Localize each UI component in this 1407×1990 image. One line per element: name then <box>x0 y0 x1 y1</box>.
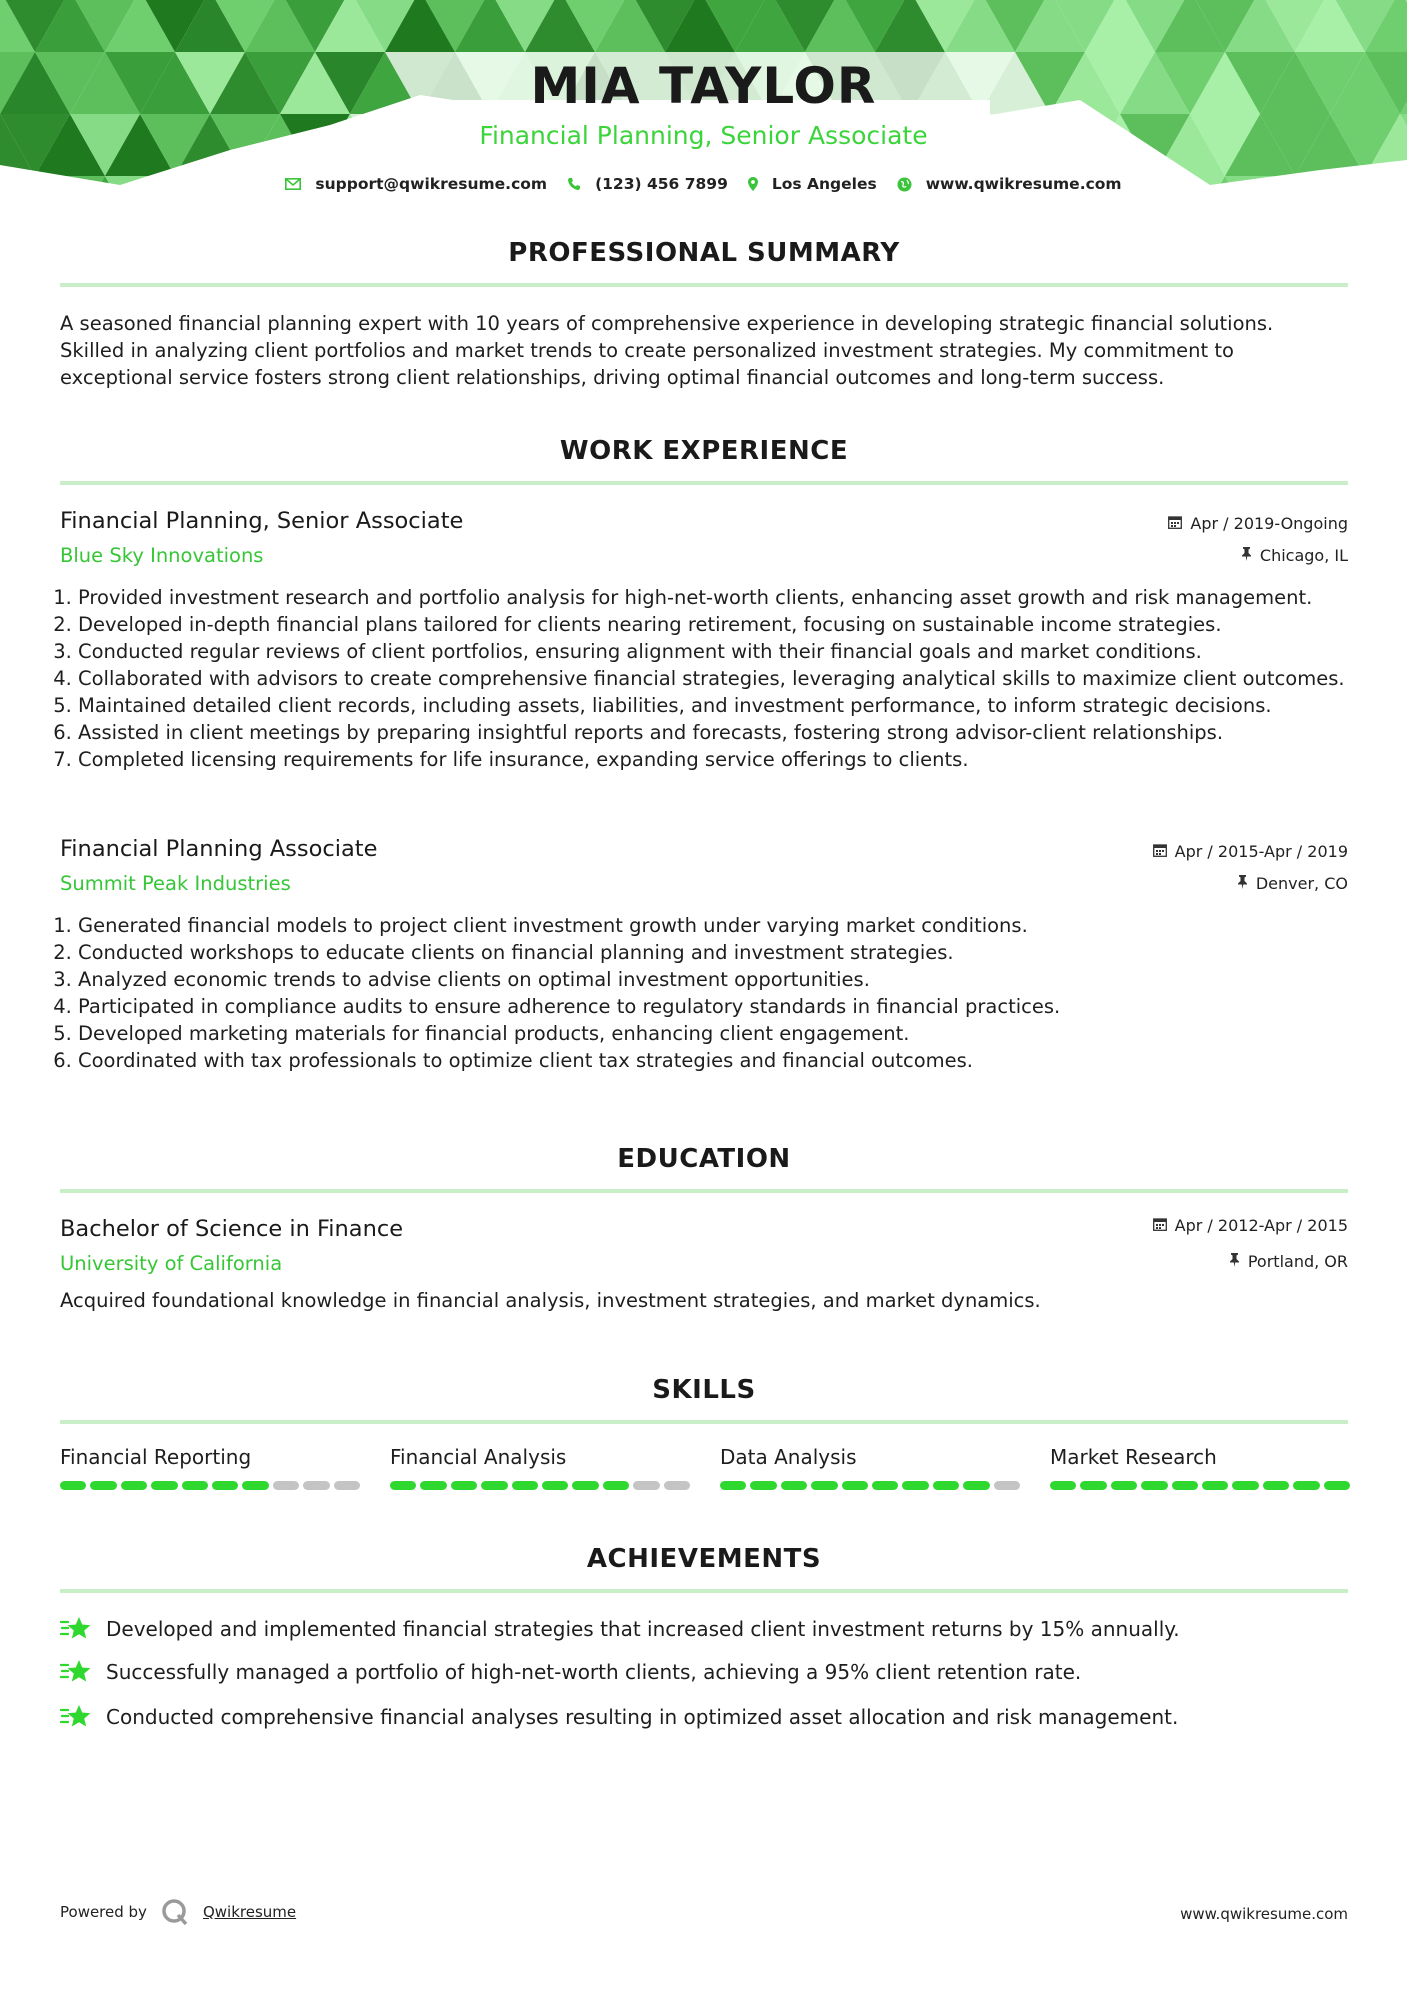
company-name: Summit Peak Industries <box>60 872 291 895</box>
skill-level-dot <box>420 1481 446 1490</box>
skill-name: Financial Reporting <box>60 1445 252 1469</box>
skill-level-dot <box>1080 1481 1106 1490</box>
location-text: Los Angeles <box>771 175 877 193</box>
contact-phone[interactable] <box>567 175 728 193</box>
section-divider <box>60 1189 1348 1193</box>
skill-level-bar <box>390 1481 690 1490</box>
skill-level-dot <box>1141 1481 1167 1490</box>
skill-item <box>720 1445 1020 1490</box>
job-location <box>1237 874 1348 893</box>
skill-level-dot <box>1172 1481 1198 1490</box>
skill-level-dot <box>303 1481 329 1490</box>
calendar-icon <box>1153 843 1167 861</box>
skill-level-dot <box>212 1481 238 1490</box>
list-item: 5. Maintained detailed client records, including assets, liabilities, and investment performance, to inform strategic decisions. <box>78 692 1366 719</box>
job-duties-list <box>60 584 1366 773</box>
pushpin-icon <box>1237 875 1248 893</box>
education-location-text: Portland, OR <box>1247 1252 1348 1271</box>
job-location <box>1241 546 1348 565</box>
skill-name: Financial Analysis <box>390 1445 567 1469</box>
skill-level-dot <box>872 1481 898 1490</box>
skill-level-dot <box>933 1481 959 1490</box>
calendar-icon <box>1153 1217 1167 1235</box>
skill-level-dot <box>842 1481 868 1490</box>
skill-level-dot <box>1050 1481 1076 1490</box>
globe-icon <box>897 177 912 192</box>
contact-location <box>748 175 877 193</box>
website-text: www.qwikresume.com <box>925 175 1122 193</box>
achievement-text: Developed and implemented financial strategies that increased client investment returns by 15% annually. <box>106 1617 1180 1641</box>
job-title: Financial Planning, Senior Associate <box>60 508 464 534</box>
map-pin-icon <box>748 177 758 191</box>
email-text: support@qwikresume.com <box>315 175 548 193</box>
achievement-text: Successfully managed a portfolio of high-net-worth clients, achieving a 95% client retention rate. <box>106 1660 1082 1684</box>
skill-level-dot <box>242 1481 268 1490</box>
skill-level-dot <box>334 1481 360 1490</box>
job-title: Financial Planning Associate <box>60 836 378 862</box>
job-duties-list <box>60 912 1366 1074</box>
skill-level-dot <box>273 1481 299 1490</box>
qwikresume-logo-icon <box>161 1898 189 1926</box>
education-location <box>1229 1252 1348 1271</box>
skill-level-dot <box>1202 1481 1228 1490</box>
resume-title: Financial Planning, Senior Associate <box>479 121 928 150</box>
skill-level-dot <box>182 1481 208 1490</box>
job-location-text: Chicago, IL <box>1259 546 1348 565</box>
job-location-text: Denver, CO <box>1255 874 1348 893</box>
achievement-text: Conducted comprehensive financial analyses resulting in optimized asset allocation and risk management. <box>106 1705 1179 1729</box>
list-item: 1. Generated financial models to project client investment growth under varying market conditions. <box>78 912 1366 939</box>
footer-website[interactable]: www.qwikresume.com <box>1180 1905 1348 1923</box>
section-heading-achievements: ACHIEVEMENTS <box>586 1544 822 1574</box>
skill-item <box>1050 1445 1350 1490</box>
job-dates <box>1153 842 1348 861</box>
summary-text <box>60 310 1348 391</box>
list-item: 3. Conducted regular reviews of client portfolios, ensuring alignment with their financial goals and market conditions. <box>78 638 1366 665</box>
skill-level-dot <box>750 1481 776 1490</box>
list-item: 5. Developed marketing materials for financial products, enhancing client engagement. <box>78 1020 1366 1047</box>
achievement-item <box>60 1657 1081 1687</box>
footer-powered-by <box>60 1898 296 1926</box>
skill-level-dot <box>481 1481 507 1490</box>
skill-level-dot <box>60 1481 86 1490</box>
list-item: 3. Analyzed economic trends to advise clients on optimal investment opportunities. <box>78 966 1366 993</box>
skill-level-dot <box>963 1481 989 1490</box>
list-item: 1. Provided investment research and portfolio analysis for high-net-worth clients, enhancing asset growth and risk management. <box>78 584 1366 611</box>
skill-level-dot <box>811 1481 837 1490</box>
skill-level-bar <box>1050 1481 1350 1490</box>
section-heading-education: EDUCATION <box>617 1144 791 1174</box>
skill-level-dot <box>994 1481 1020 1490</box>
skill-item <box>390 1445 690 1490</box>
achievement-star-icon <box>60 1657 94 1687</box>
skill-level-dot <box>902 1481 928 1490</box>
skill-level-dot <box>781 1481 807 1490</box>
section-divider <box>60 481 1348 485</box>
section-divider <box>60 1589 1348 1593</box>
phone-icon <box>567 177 581 191</box>
summary-line: Skilled in analyzing client portfolios and market trends to create personalized investment strategies. My commitment to <box>60 339 1234 362</box>
school-name: University of California <box>60 1252 283 1275</box>
skill-name: Market Research <box>1050 1445 1217 1469</box>
list-item: 7. Completed licensing requirements for life insurance, expanding service offerings to clients. <box>78 746 1366 773</box>
list-item: 2. Developed in-depth financial plans tailored for clients nearing retirement, focusing on sustainable income strategies. <box>78 611 1366 638</box>
section-heading-summary: PROFESSIONAL SUMMARY <box>508 238 900 268</box>
education-description: Acquired foundational knowledge in financial analysis, investment strategies, and market dynamics. <box>60 1289 1041 1312</box>
section-divider <box>60 1420 1348 1424</box>
skill-level-dot <box>151 1481 177 1490</box>
skill-level-dot <box>1111 1481 1137 1490</box>
skill-level-dot <box>542 1481 568 1490</box>
job-dates-text: Apr / 2019-Ongoing <box>1190 514 1348 533</box>
skill-level-dot <box>720 1481 746 1490</box>
skill-level-dot <box>1263 1481 1289 1490</box>
list-item: 4. Participated in compliance audits to ensure adherence to regulatory standards in financial practices. <box>78 993 1366 1020</box>
summary-line: exceptional service fosters strong client relationships, driving optimal financial outcomes and long-term success. <box>60 366 1165 389</box>
skill-level-dot <box>633 1481 659 1490</box>
section-heading-work: WORK EXPERIENCE <box>559 436 849 466</box>
skill-level-bar <box>60 1481 360 1490</box>
skill-level-dot <box>1232 1481 1258 1490</box>
pushpin-icon <box>1241 547 1252 565</box>
footer-brand-link[interactable]: Qwikresume <box>202 1903 297 1921</box>
skill-item <box>60 1445 360 1490</box>
skill-level-dot <box>90 1481 116 1490</box>
skill-level-dot <box>121 1481 147 1490</box>
skill-level-bar <box>720 1481 1020 1490</box>
skill-level-dot <box>1293 1481 1319 1490</box>
section-divider <box>60 283 1348 287</box>
powered-by-label: Powered by <box>60 1903 147 1921</box>
skill-level-dot <box>390 1481 416 1490</box>
list-item: 6. Coordinated with tax professionals to optimize client tax strategies and financial outcomes. <box>78 1047 1366 1074</box>
list-item: 2. Conducted workshops to educate clients on financial planning and investment strategies. <box>78 939 1366 966</box>
degree-title: Bachelor of Science in Finance <box>60 1216 404 1242</box>
contact-bar <box>0 172 1407 196</box>
achievement-star-icon <box>60 1702 94 1732</box>
achievement-item <box>60 1702 1178 1732</box>
skill-name: Data Analysis <box>720 1445 857 1469</box>
skill-level-dot <box>603 1481 629 1490</box>
skill-level-dot <box>512 1481 538 1490</box>
list-item: 6. Assisted in client meetings by preparing insightful reports and forecasts, fostering strong advisor-client relationships. <box>78 719 1366 746</box>
achievement-item <box>60 1614 1180 1644</box>
education-dates <box>1153 1216 1348 1235</box>
achievement-star-icon <box>60 1614 94 1644</box>
envelope-icon <box>285 178 301 190</box>
contact-website[interactable] <box>897 175 1122 193</box>
skill-level-dot <box>451 1481 477 1490</box>
skill-level-dot <box>1324 1481 1350 1490</box>
company-name: Blue Sky Innovations <box>60 544 264 567</box>
resume-name: MIA TAYLOR <box>530 57 877 115</box>
job-dates-text: Apr / 2015-Apr / 2019 <box>1174 842 1348 861</box>
job-dates <box>1168 514 1348 533</box>
contact-email[interactable] <box>285 175 547 193</box>
skill-level-dot <box>572 1481 598 1490</box>
skill-level-dot <box>664 1481 690 1490</box>
section-heading-skills: SKILLS <box>652 1375 756 1405</box>
phone-text: (123) 456 7899 <box>595 175 728 193</box>
pushpin-icon <box>1229 1253 1240 1271</box>
list-item: 4. Collaborated with advisors to create comprehensive financial strategies, leveraging analytical skills to maximize client outcomes. <box>78 665 1366 692</box>
summary-line: A seasoned financial planning expert with 10 years of comprehensive experience in developing strategic financial solutions. <box>60 312 1274 335</box>
calendar-icon <box>1168 515 1182 533</box>
education-dates-text: Apr / 2012-Apr / 2015 <box>1174 1216 1348 1235</box>
